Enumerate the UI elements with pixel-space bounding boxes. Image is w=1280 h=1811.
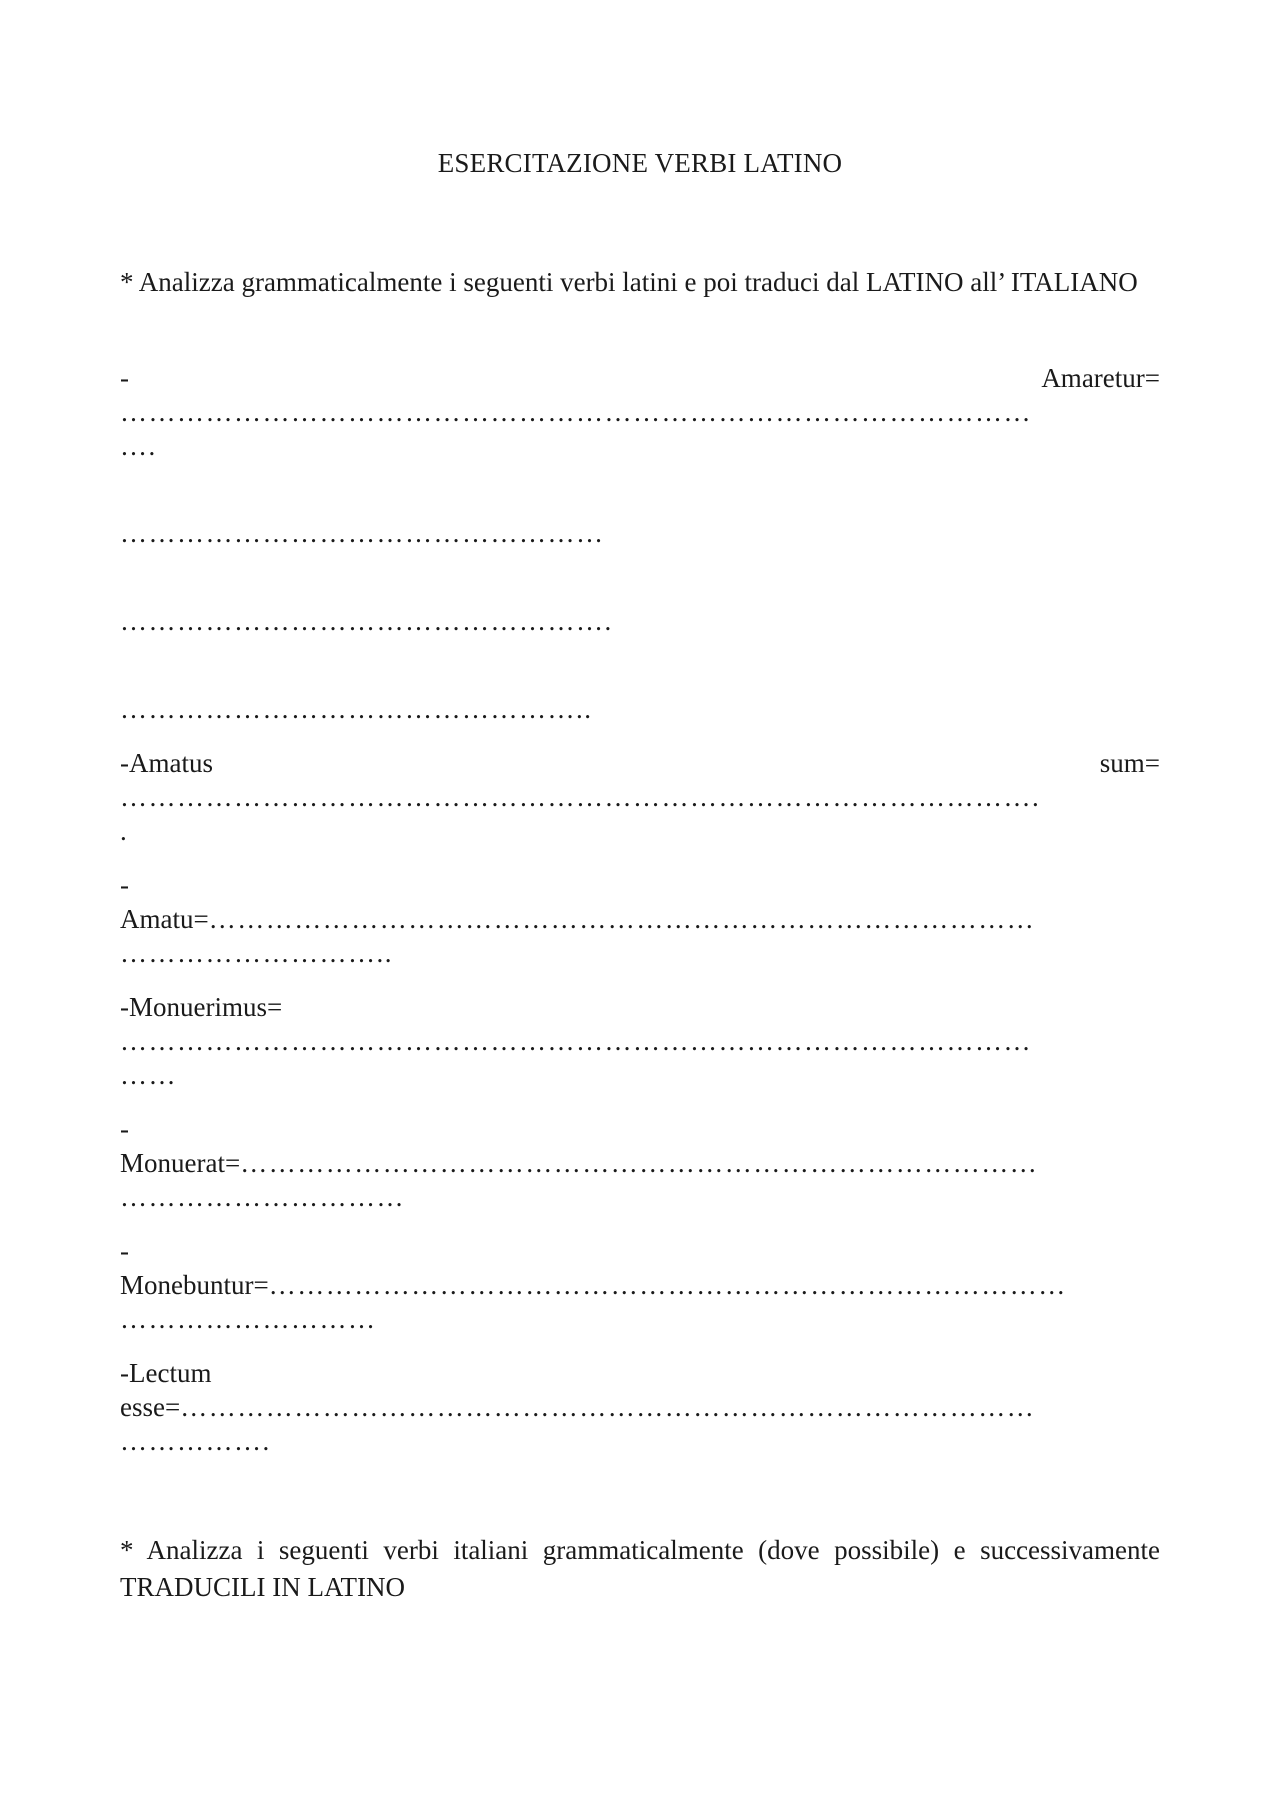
item-verb: -Monuerimus= [120, 992, 283, 1022]
answer-dots: ……………………… [120, 1304, 377, 1334]
item-verb: Monebuntur= [120, 1270, 269, 1300]
answer-dots: ……………………………………………………………………………… [180, 1392, 1036, 1422]
item-amaretur-line1 [120, 361, 1160, 395]
answer-dots: ………………………………………….. [120, 694, 593, 724]
instruction-italian-to-latin: * Analizza i seguenti verbi italiani grammaticalmente (dove possibile) e successivamente TRADUCILI IN LATINO [120, 1535, 1160, 1602]
answer-dots: …………………………………………… [120, 518, 605, 548]
answer-dots: ………………………………………………………………………… [240, 1148, 1039, 1178]
item-dash: - [120, 363, 129, 393]
answer-dots: ……………………………………………………………………………………. [120, 782, 1041, 812]
page-title: ESERCITAZIONE VERBI LATINO [437, 148, 843, 178]
item-verb: -Lectum [120, 1358, 212, 1388]
answer-dots: …… [120, 1060, 177, 1090]
item-amatus-sum-line1 [120, 746, 1160, 780]
answer-dots: …………………………………………………………………………………… [120, 1026, 1032, 1056]
item-verb: Amatu= [120, 904, 209, 934]
answer-dots: ……………………………………………. [120, 606, 613, 636]
item-monuerat-line2 [120, 1146, 1160, 1180]
item-dash: - [120, 1114, 129, 1144]
item-dash: - [120, 870, 129, 900]
item-dash: - [120, 1236, 129, 1266]
item-verb: sum= [1099, 748, 1160, 778]
item-amatu-line2 [120, 902, 1160, 936]
item-verb: Amaretur= [1041, 363, 1160, 393]
answer-dots: ………………………………………………………………………… [268, 1270, 1067, 1300]
item-verb: esse= [120, 1392, 181, 1422]
answer-dots: . [120, 816, 129, 846]
item-monebuntur-line2 [120, 1268, 1160, 1302]
answer-dots: …………………………………………………………………………… [208, 904, 1036, 934]
answer-dots: …. [120, 431, 157, 461]
answer-dots: ……………. [120, 1426, 271, 1456]
answer-dots: ………………………… [120, 1182, 405, 1212]
item-lectum-esse-line2 [120, 1390, 1160, 1424]
item-verb: Monuerat= [120, 1148, 241, 1178]
item-verb: -Amatus [120, 748, 213, 778]
answer-dots: …………………………………………………………………………………… [120, 397, 1032, 427]
answer-dots: ……………………….. [120, 938, 393, 968]
instruction-latin-to-italian: * Analizza grammaticalmente i seguenti verbi latini e poi traduci dal LATINO all’ ITALIANO [120, 267, 1138, 297]
